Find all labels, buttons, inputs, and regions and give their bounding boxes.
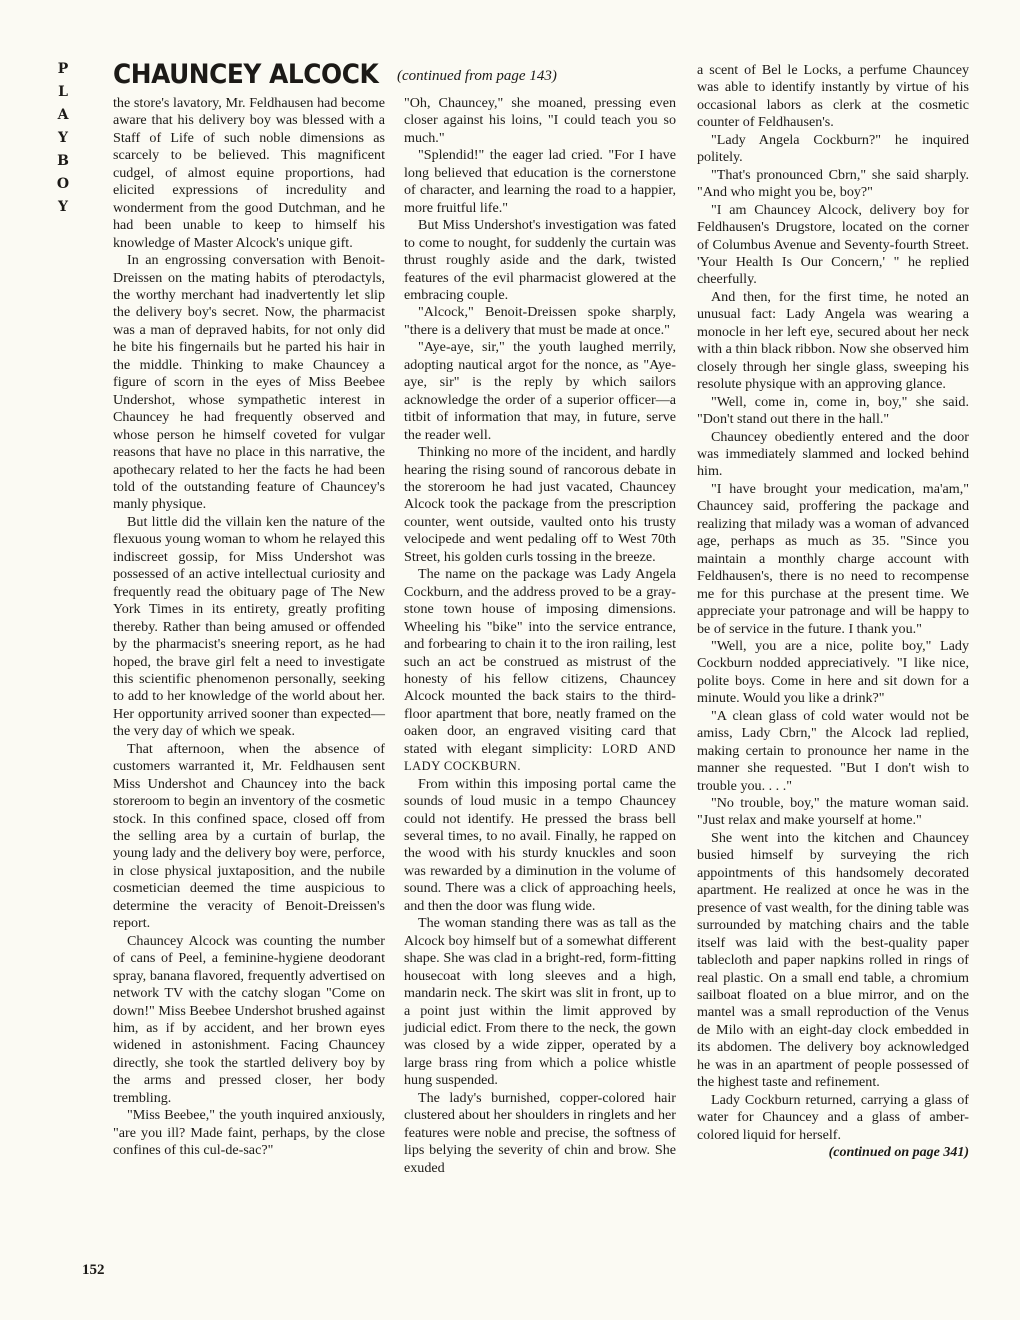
paragraph: "A clean glass of cold water would not be amiss, Lady Cbrn," the Alcock lad replied, making certain to pronounce her name in the manner she requested. "But I don't wish to trouble you. . . ." <box>697 707 969 794</box>
paragraph: "I have brought your medication, ma'am," Chauncey said, proffering the package and realizing that milady was a woman of advanced age, perhaps as much as 35. "Since you maintain a monthly charge account with Feldhausen's, there is no need to recompense me for this purchase at the present time. We appreciate your patronage and will be happy to be of service in the future. I thank you." <box>697 480 969 637</box>
sidebar-letter: B <box>57 153 69 169</box>
paragraph: "Lady Angela Cockburn?" he inquired politely. <box>697 131 969 166</box>
paragraph-text: The name on the package was Lady Angela Cockburn, and the address proved to be a gray-stone town house of imposing dimensions. Wheeling his "bike" into the service entrance, and forbearing to chain it to the iron railing, lest such an act be construed as mistrust of the honesty of his fellow citizens, Chauncey Alcock mounted the back stairs to the third-floor apartment that bore, neatly framed on the oaken door, an engraved visiting card that stated with elegant simplicity: <box>404 566 676 757</box>
sidebar-letter: O <box>56 176 70 192</box>
visiting-card-text: LORD AND LADY COCKBURN. <box>404 741 677 774</box>
paragraph-with-card <box>404 566 676 775</box>
sidebar-letter: L <box>58 84 68 100</box>
text-column-2 <box>404 95 676 1177</box>
paragraph: "Well, come in, come in, boy," she said. "Don't stand out there in the hall." <box>697 393 969 428</box>
sidebar-letter: A <box>57 107 69 123</box>
text-column-1 <box>113 95 385 1160</box>
sidebar-letter: Y <box>58 130 68 146</box>
paragraph: "Well, you are a nice, polite boy," Lady Cockburn nodded appreciatively. "I like nice, polite boys. Come in here and sit down for a minute. Would you like a drink?" <box>697 637 969 707</box>
paragraph: "Alcock," Benoit-Dreissen spoke sharply, "there is a delivery that must be made at once." <box>404 304 676 338</box>
paragraph: "Oh, Chauncey," she moaned, pressing even closer against his loins, "I could teach you so much." <box>404 95 676 146</box>
paragraph: From within this imposing portal came the sounds of loud music in a tempo Chauncey could not identify. He pressed the brass bell several times, to no avail. Finally, he rapped on the wood with his sturdy knuckles and soon was rewarded by a diminution in the volume of sound. There was a click of approaching heels, and then the door was flung wide. <box>404 775 676 914</box>
paragraph: Chauncey obediently entered and the door was immediately slammed and locked behind him. <box>697 428 969 480</box>
paragraph: In an engrossing conversation with Benoit-Dreissen on the mating habits of pterodactyls, the worthy merchant had inadvertently let slip the delivery boy's secret. Now, the pharmacist was a man of depraved habits, for not only did he bite his fingernails but he parted his hair in the middle. Thinking to make Chauncey a figure of scorn in the eyes of Miss Beebee Undershot, whose sympathetic interest in Chauncey he had frequently observed and whose person he himself coveted for vulgar reasons that have no place in this narrative, the apothecary related to her the facts he had been told of the outstanding feature of Chauncey's manly physique. <box>113 252 385 513</box>
magazine-sidebar <box>48 58 78 219</box>
paragraph: But little did the villain ken the nature of the flexuous young woman to whom he relayed this indiscreet gossip, for Miss Undershot was possessed of an active intellectual curiosity and frequently read the obituary page of The New York Times in its entirety, greatly profiting thereby. Rather than being amused or offended by the pharmacist's sneering report, as he had hoped, the brave girl felt a need to investigate this scientific phenomenon personally, seeking to add to her knowledge of the world about her. Her opportunity arrived sooner than expected—the very day of which we speak. <box>113 513 385 740</box>
paragraph: "No trouble, boy," the mature woman said. "Just relax and make yourself at home." <box>697 795 969 829</box>
paragraph: a scent of Bel le Locks, a perfume Chauncey was able to identify instantly by virtue of his occasional labors as clerk at the cosmetic counter of Feldhausen's. <box>697 62 969 131</box>
paragraph: "Aye-aye, sir," the youth laughed merrily, adopting nautical argot for the nonce, as "Aye-aye, sir" is the reply by which sailors acknowledge the order of a superior officer—a titbit of information that may, in future, serve the reader well. <box>404 339 676 443</box>
paragraph: "Splendid!" the eager lad cried. "For I have long believed that education is the cornerstone of character, and learning the road to a happier, more fruitful life." <box>404 147 676 216</box>
continued-from-note: (continued from page 143) <box>397 68 557 84</box>
text-column-3 <box>697 62 969 1162</box>
paragraph: The woman standing there was as tall as the Alcock boy himself but of a somewhat different shape. She was clad in a bright-red, form-fitting housecoat with long sleeves and a high, mandarin neck. The skirt was slit in front, up to a point just within the limit approved by judicial edict. From there to the neck, the gown was closed by a wide zipper, operated by a large brass ring from which a police whistle hung suspended. <box>404 915 676 1089</box>
paragraph: Lady Cockburn returned, carrying a glass of water for Chauncey and a glass of amber-colored liquid for herself. <box>697 1091 969 1143</box>
paragraph: That afternoon, when the absence of customers warranted it, Mr. Feldhausen sent Miss Undershot and Chauncey into the back storeroom to begin an inventory of the cosmetic stock. In this confined space, closed off from the selling area by a curtain of burlap, the young lady and the delivery boy were, perforce, in close physical juxtaposition, and the nubile cosmetician deemed the time auspicious to determine the veracity of Benoit-Dreissen's report. <box>113 740 385 932</box>
paragraph: And then, for the first time, he noted an unusual fact: Lady Angela was wearing a monocle in her left eye, secured about her neck with a thin black ribbon. Now she observed him closely through her single glass, sweeping his resolute physique with an approving glance. <box>697 288 969 393</box>
paragraph: The lady's burnished, copper-colored hair clustered about her shoulders in ringlets and her features were noble and precise, the softness of lips belying the severity of chin and brow. She exuded <box>404 1089 676 1176</box>
paragraph: "I am Chauncey Alcock, delivery boy for Feldhausen's Drugstore, located on the corner of Columbus Avenue and Seventy-fourth Street. 'Your Health Is Our Concern,' " he replied cheerfully. <box>697 201 969 288</box>
paragraph: the store's lavatory, Mr. Feldhausen had become aware that his delivery boy was blessed with a Staff of Life of such noble dimensions as scarcely to be believed. This magnificent cudgel, of almost equine proportions, had elicited expressions of incredulity and wonderment from the good Dutchman, and he had been unable to keep to himself his knowledge of Master Alcock's unique gift. <box>113 95 385 251</box>
paragraph: "That's pronounced Cbrn," she said sharply. "And who might you be, boy?" <box>697 166 969 201</box>
paragraph: Thinking no more of the incident, and hardly hearing the rising sound of rancorous debate in the storeroom he had just vacated, Chauncey Alcock took the package from the prescription counter, went outside, vaulted onto his trusty velocipede and went pedaling off to West 70th Street, his golden curls tossing in the breeze. <box>404 444 676 565</box>
paragraph: Chauncey Alcock was counting the number of cans of Peel, a feminine-hygiene deodorant spray, banana flavored, frequently advertised on network TV with the catchy slogan "Come on down!" Miss Beebee Undershot brushed against him, as if by accident, and her brown eyes widened in astonishment. Facing Chauncey directly, she took the startled delivery boy by the arms and pressed closer, her body trembling. <box>113 932 385 1106</box>
paragraph: She went into the kitchen and Chauncey busied himself by surveying the rich appointments of this handsomely decorated apartment. He realized at once he was in the presence of vast wealth, for the dining table was surrounded by matching chairs and the table itself was laid with the best-quality paper tablecloth and paper napkins rolled in rings of real plastic. On a small end table, a chromium sailboat floated on a blue mirror, and on the mantel was a small reproduction of the Venus de Milo with an eight-day clock embedded in its abdomen. The delivery boy acknowledged he was in an apartment of people possessed of the highest taste and refinement. <box>697 829 969 1091</box>
sidebar-letter: Y <box>58 199 68 215</box>
paragraph: But Miss Undershot's investigation was fated to come to nought, for suddenly the curtain was thrust roughly aside and the dark, twisted features of the evil pharmacist glowered at the embracing couple. <box>404 217 676 303</box>
article-headline: CHAUNCEY ALCOCK <box>113 59 379 90</box>
paragraph: "Miss Beebee," the youth inquired anxiously, "are you ill? Made faint, perhaps, by the close confines of this cul-de-sac?" <box>113 1107 385 1159</box>
continued-on-note: (continued on page 341) <box>828 1145 969 1161</box>
page-number: 152 <box>82 1262 105 1278</box>
sidebar-letter: P <box>57 61 69 77</box>
